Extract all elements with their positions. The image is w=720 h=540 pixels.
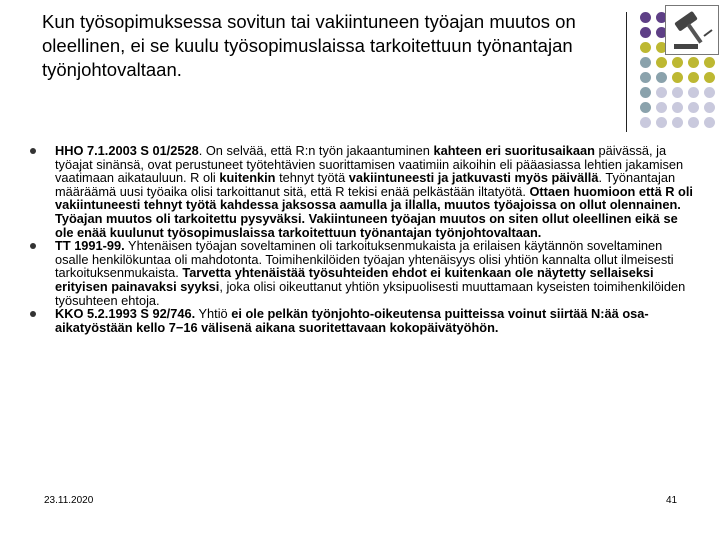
- text-run: Yhtenäisen työajan soveltaminen oli tarkoituksenmukaista ja erilaisen käytännön soveltaminen osalle henkilökuntaa oli mahdotonta. Toimihenkilöiden työajan yhtenäisyys olisi yhtiön kannalta ollut ilmeisesti tarkoituksenmukaista.: [55, 238, 674, 281]
- text-run: TT 1991-99.: [55, 238, 125, 254]
- text-run: vakiintuneesti ja jatkuvasti myös päivällä: [348, 170, 599, 186]
- bullet-text: [55, 306, 649, 335]
- gavel-icon: [665, 5, 719, 55]
- text-run: KKO 5.2.1993 S 92/746.: [55, 306, 196, 322]
- decorative-dot: [640, 102, 651, 113]
- decorative-dot: [704, 102, 715, 113]
- decorative-dot: [640, 57, 651, 68]
- decorative-dot: [672, 117, 683, 128]
- text-run: kahteen eri suoritusaikaan: [433, 143, 595, 158]
- slide-title: Kun työsopimuksessa sovitun tai vakiintuneen työajan muutos on oleellinen, ei se kuulu työsopimuslaissa tarkoitettuun työnantajan työnjohtovaltaan.: [42, 11, 576, 80]
- bullet-list: [30, 144, 696, 334]
- footer-date: 23.11.2020: [44, 495, 94, 506]
- text-run: , joka olisi oikeuttanut yhtiön yksipuolisesti muuttamaan kyseisten toimihenkilöiden työsuhteen ehtoja.: [55, 278, 686, 308]
- text-run: . Työnantajan määräämä uusi työaika olisi tarkoittanut sitä, että R tekisi enää pelkästään iltatyötä.: [55, 170, 676, 199]
- bullet-text: [55, 143, 693, 240]
- text-run: päivässä, ja työajat sinänsä, ovat perustuneet työtehtävien suorittamisen vaatimiin aikoihin eli pääasiassa lehtien jakamisen vaatimaan aikatauluun. R oli: [55, 143, 684, 186]
- decorative-dot: [640, 87, 651, 98]
- text-run: tehnyt työtä: [275, 170, 349, 186]
- decorative-dot: [656, 87, 667, 98]
- decorative-dot: [640, 27, 651, 38]
- bullet-marker: [30, 311, 36, 317]
- bullet-marker: [30, 148, 36, 154]
- decorative-dot: [640, 72, 651, 83]
- decorative-dot: [688, 102, 699, 113]
- decorative-dot: [656, 102, 667, 113]
- decorative-dot: [704, 87, 715, 98]
- decorative-dot: [688, 72, 699, 83]
- decorative-dot: [688, 117, 699, 128]
- decorative-dot: [640, 42, 651, 53]
- decorative-dot: [688, 57, 699, 68]
- bullet-item: [30, 239, 696, 307]
- bullet-marker: [30, 243, 36, 249]
- decorative-dot: [704, 72, 715, 83]
- text-run: HHO 7.1.2003 S 01/2528: [55, 143, 199, 158]
- decorative-dot: [672, 102, 683, 113]
- text-run: ei ole pelkän työnjohto-oikeutensa puitteissa voinut siirtää N:ää osa-aikatyöstään kello 7−16 välisenä aikana suoritettavaan kokopäivätyöhön.: [55, 306, 649, 335]
- decorative-dot: [672, 57, 683, 68]
- page-number: 41: [666, 495, 678, 506]
- decorative-dot: [704, 57, 715, 68]
- bullet-text: [55, 238, 685, 307]
- text-run: Yhtiö: [195, 306, 232, 322]
- decorative-dot: [656, 72, 667, 83]
- decorative-dot: [704, 117, 715, 128]
- decorative-dot: [688, 87, 699, 98]
- text-run: Ottaen huomioon että R oli vakiintuneesti tehnyt työtä kahdessa jaksossa aamulla ja illalla, muutos työajoissa on ollut olennainen. Työajan muutos oli tarkoitettu pysyväksi. Vakiintuneen työajan muutos on siten ollut oleellinen eikä se ole enää kuulunut työsopimuslaissa tarkoitettuun työnantajan työnjohtovaltaan.: [55, 183, 693, 240]
- decorative-dot: [656, 117, 667, 128]
- decorative-dot: [640, 12, 651, 23]
- text-run: . On selvää, että R:n työn jakaantuminen: [198, 143, 434, 158]
- divider-line: [626, 12, 627, 132]
- decorative-dot: [656, 57, 667, 68]
- decorative-dot: [672, 87, 683, 98]
- decorative-dot: [640, 117, 651, 128]
- bullet-item: [30, 307, 696, 334]
- bullet-item: [30, 144, 696, 239]
- text-run: kuitenkin: [219, 170, 276, 186]
- decorative-dot: [672, 72, 683, 83]
- text-run: Tarvetta yhtenäistää työsuhteiden ehdot ei kuitenkaan ole näytetty sellaiseksi erityisen painavaksi syyksi: [55, 265, 654, 294]
